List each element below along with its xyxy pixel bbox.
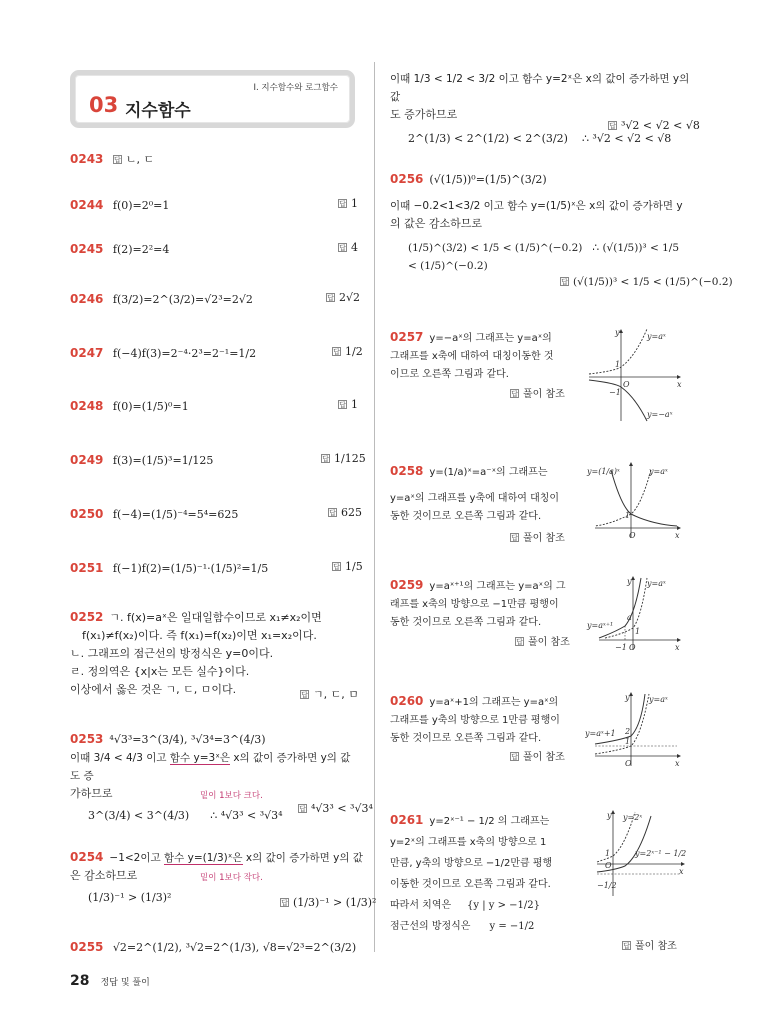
side-note: 밑이 1보다 크다.: [200, 791, 263, 801]
answer-text: 풀이 참조: [523, 389, 565, 400]
solution-line: 래프를 x축의 방향으로 −1만큼 평행이: [390, 599, 559, 610]
solution-line: ⁴√3³=3^(3/4), ³√3⁴=3^(4/3): [109, 733, 266, 746]
problem-number: 0256: [390, 172, 424, 186]
answer-text: 풀이 참조: [528, 637, 570, 648]
point-label: −1/2: [597, 881, 617, 890]
section-label: Ⅰ. 지수함수와 로그함수: [253, 83, 338, 93]
answer-0258: [510, 529, 565, 544]
answer-icon: 답: [299, 805, 306, 813]
problem-number: 0248: [70, 399, 104, 413]
solution-line: ∴ ³√2 < √2 < √8: [581, 132, 672, 145]
graph-0257: [585, 325, 685, 423]
answer-0244: [338, 197, 358, 210]
answer-0247: [332, 345, 363, 358]
answer-text: ㄴ, ㄷ: [125, 153, 155, 166]
answer-text: 풀이 참조: [635, 941, 677, 952]
problem-0256: [390, 170, 690, 275]
solution-line: ∴ ⁴√3³ < ³√3⁴: [210, 809, 283, 822]
axis-x-label: x: [675, 531, 680, 540]
origin-label: O: [625, 759, 632, 768]
problem-0246: [70, 290, 253, 309]
curve-label: y=aˣ: [649, 695, 668, 704]
solution-line: f(x₁)≠f(x₂)이다. 즉 f(x₁)=f(x₂)이면 x₁=x₂이다.: [82, 629, 317, 642]
problem-number: 0255: [70, 940, 104, 954]
axis-x-label: x: [677, 380, 682, 389]
solution-line: 이때 3/4 < 4/3 이고: [70, 752, 167, 764]
answer-text: 1/5: [345, 560, 363, 573]
answer-icon: 답: [516, 638, 523, 646]
answer-0261: [622, 937, 677, 952]
axis-x-label: x: [679, 867, 684, 876]
problem-0245: [70, 240, 169, 259]
curve-label: y=aˣ+1: [585, 729, 616, 738]
problem-0259: [390, 576, 590, 632]
axis-y-label: y: [627, 577, 632, 586]
problem-number: 0247: [70, 346, 104, 360]
solution-line: 의 값은 감소하므로: [390, 217, 483, 230]
chapter-header: [70, 70, 355, 128]
answer-0249: [321, 452, 366, 465]
solution-line: {y | y > −1/2}: [467, 900, 541, 911]
answer-icon: 답: [339, 244, 346, 252]
solution-line: ㄴ. 그래프의 점근선의 방정식은 y=0이다.: [70, 647, 274, 660]
solution-line: y=aˣ의 그래프를 y축에 대하여 대칭이: [390, 493, 560, 504]
solution-line: 도 증가하므로: [390, 108, 458, 121]
solution-text: f(2)=2²=4: [112, 243, 170, 256]
solution-line: 가하므로: [70, 787, 113, 800]
problem-number: 0252: [70, 610, 104, 624]
answer-text: ㄱ, ㄷ, ㅁ: [313, 688, 359, 701]
curve-label: y=aˣ: [649, 467, 668, 476]
point-label: 2: [625, 727, 631, 736]
answer-0245: [338, 241, 358, 254]
answer-0251: [332, 560, 363, 573]
curve-label: y=aˣ: [647, 332, 666, 341]
footer-label: 정답 및 풀이: [100, 978, 150, 988]
answer-0246: [326, 291, 360, 304]
solution-line: ㄹ. 정의역은 {x|x는 모든 실수}이다.: [70, 665, 250, 678]
problem-number: 0259: [390, 578, 424, 592]
solution-line: (√(1/5))⁰=(1/5)^(3/2): [429, 173, 547, 186]
solution-line: 은 감소하므로: [70, 869, 138, 882]
solution-line: 만큼, y축의 방향으로 −1/2만큼 평행: [390, 858, 553, 869]
answer-0255: [608, 119, 700, 132]
answer-text: 1/125: [334, 452, 366, 465]
answer-icon: 답: [329, 509, 336, 517]
solution-line: 동한 것이므로 오른쪽 그림과 같다.: [390, 617, 542, 628]
problem-0249: [70, 451, 213, 470]
answer-icon: 답: [114, 156, 121, 164]
origin-label: O: [629, 531, 636, 540]
answer-text: 풀이 참조: [523, 533, 565, 544]
answer-0253: [298, 802, 373, 815]
origin-label: O: [629, 643, 636, 652]
page-number: 28: [70, 973, 90, 989]
problem-number: 0261: [390, 813, 424, 827]
point-label: −1: [609, 388, 621, 397]
chapter-number: 03: [89, 93, 119, 117]
answer-0260: [510, 748, 565, 763]
solution-line: y=−aˣ의 그래프는 y=aˣ의: [429, 333, 552, 344]
answer-0257: [510, 385, 565, 400]
answer-icon: 답: [333, 348, 340, 356]
answer-icon: 답: [511, 390, 518, 398]
solution-line: 그래프를 x축에 대하여 대칭이동한 것: [390, 351, 554, 362]
solution-line: 2^(1/3) < 2^(1/2) < 2^(3/2): [408, 132, 568, 145]
solution-line: ∴ (√(1/5))³ < 1/5 < (1/5)^(−0.2): [408, 242, 679, 272]
answer-0252: [300, 686, 359, 702]
solution-line: 동한 것이므로 오른쪽 그림과 같다.: [390, 733, 542, 744]
point-label: 1: [625, 511, 631, 520]
graph-0259: [585, 574, 685, 656]
origin-label: O: [605, 861, 612, 870]
problem-number: 0251: [70, 561, 104, 575]
answer-icon: 답: [511, 534, 518, 542]
problem-0258: [390, 462, 585, 526]
axis-y-label: y: [625, 693, 630, 702]
answer-text: (√(1/5))³ < 1/5 < (1/5)^(−0.2): [573, 276, 733, 288]
underlined-phrase: 함수 y=3ˣ은: [169, 752, 230, 764]
answer-text: 풀이 참조: [523, 752, 565, 763]
point-label: −1: [615, 643, 627, 652]
answer-icon: 답: [623, 942, 630, 950]
answer-0256: [560, 276, 733, 288]
solution-line: 점근선의 방정식은: [390, 921, 471, 932]
side-note: 밑이 1보다 작다.: [200, 873, 263, 883]
solution-line: y=aˣ⁺¹의 그래프는 y=aˣ의 그: [429, 581, 566, 592]
curve-label: y=−aˣ: [647, 410, 673, 419]
problem-number: 0246: [70, 292, 104, 306]
solution-line: 이므로 오른쪽 그림과 같다.: [390, 369, 509, 380]
answer-0248: [338, 398, 358, 411]
answer-icon: 답: [339, 200, 346, 208]
problem-0250: [70, 505, 238, 524]
problem-0260: [390, 692, 590, 748]
problem-0243: [70, 150, 154, 169]
solution-line: 3^(3/4) < 3^(4/3): [88, 809, 190, 822]
underlined-phrase: 함수 y=(1/3)ˣ은: [164, 852, 243, 864]
solution-line: 따라서 치역은: [390, 900, 452, 911]
solution-text: f(−4)=(1/5)⁻⁴=5⁴=625: [112, 508, 239, 521]
curve-label: y=aˣ⁺¹: [587, 621, 614, 630]
solution-line: 이상에서 옳은 것은 ㄱ, ㄷ, ㅁ이다.: [70, 683, 237, 696]
solution-line: 이때 −0.2<1<3/2 이고 함수 y=(1/5)ˣ은 x의 값이 증가하면 y: [390, 200, 683, 212]
answer-text: 625: [341, 506, 362, 519]
problem-0257: [390, 328, 585, 384]
answer-text: 1: [351, 197, 358, 210]
column-divider: [374, 62, 375, 952]
point-label: 1: [605, 849, 611, 858]
point-label: 1: [635, 627, 641, 636]
problem-number: 0253: [70, 732, 104, 746]
problem-number: 0250: [70, 507, 104, 521]
solution-line: (1/3)⁻¹ > (1/3)²: [88, 891, 172, 904]
answer-icon: 답: [322, 455, 329, 463]
solution-line: 동한 것이므로 오른쪽 그림과 같다.: [390, 511, 542, 522]
problem-number: 0260: [390, 694, 424, 708]
answer-icon: 답: [281, 899, 288, 907]
solution-text: f(−4)f(3)=2⁻⁴·2³=2⁻¹=1/2: [112, 347, 257, 360]
answer-0259: [515, 633, 570, 648]
problem-number: 0258: [390, 464, 424, 478]
solution-line: −1<2이고: [109, 852, 161, 864]
answer-icon: 답: [339, 401, 346, 409]
solution-line: ㄱ. f(x)=aˣ은 일대일함수이므로 x₁≠x₂이면: [109, 611, 322, 624]
curve-label: y=(1/a)ˣ: [587, 467, 620, 476]
curve-label: y=2ˣ⁻¹ − 1/2: [635, 849, 687, 858]
problem-number: 0249: [70, 453, 104, 467]
answer-icon: 답: [301, 691, 308, 699]
solution-line: y=2ˣ의 그래프를 x축의 방향으로 1: [390, 837, 547, 848]
answer-text: ⁴√3³ < ³√3⁴: [311, 802, 373, 815]
solution-line: y=(1/a)ˣ=a⁻ˣ의 그래프는: [429, 467, 548, 478]
curve-label: y=2ˣ: [623, 813, 643, 822]
answer-text: 2√2: [339, 291, 361, 304]
problem-0255-continued: [390, 70, 690, 148]
answer-icon: 답: [327, 294, 334, 302]
solution-text: f(0)=2⁰=1: [112, 199, 170, 212]
solution-text: f(0)=(1/5)⁰=1: [112, 400, 189, 413]
origin-label: O: [623, 380, 630, 389]
axis-y-label: y: [607, 811, 612, 820]
solution-line: x의 값이 증가하면 y의 값: [245, 852, 363, 864]
graph-0260: [585, 690, 685, 772]
solution-line: 그래프를 y축의 방향으로 1만큼 평행이: [390, 715, 560, 726]
axis-x-label: x: [675, 759, 680, 768]
problem-number: 0254: [70, 850, 104, 864]
solution-line: 이때 1/3 < 1/2 < 3/2 이고 함수 y=2ˣ은 x의 값이 증가하면 y의 값: [390, 73, 690, 103]
answer-icon: 답: [511, 753, 518, 761]
problem-number: 0243: [70, 152, 104, 166]
problem-0244: [70, 196, 169, 215]
problem-0251: [70, 559, 268, 578]
graph-0258: [585, 460, 685, 542]
problem-number: 0244: [70, 198, 104, 212]
solution-text: f(3/2)=2^(3/2)=√2³=2√2: [112, 293, 253, 306]
solution-line: y=2ˣ⁻¹ − 1/2 의 그래프는: [429, 816, 550, 827]
curve-label: y=aˣ: [647, 579, 666, 588]
problem-number: 0257: [390, 330, 424, 344]
solution-line: y=aˣ+1의 그래프는 y=aˣ의: [429, 697, 559, 708]
answer-text: 4: [351, 241, 358, 254]
answer-icon: 답: [333, 563, 340, 571]
solution-line: x의 값이 증가하면 y의 값도 증: [70, 752, 351, 782]
solution-line: 이동한 것이므로 오른쪽 그림과 같다.: [390, 879, 551, 890]
point-label: 1: [615, 360, 621, 369]
graph-0261: [595, 808, 687, 900]
answer-text: 1: [351, 398, 358, 411]
answer-0254: [280, 896, 376, 909]
solution-text: f(−1)f(2)=(1/5)⁻¹·(1/5)²=1/5: [112, 562, 269, 575]
answer-icon: 답: [609, 122, 616, 130]
problem-0247: [70, 344, 256, 363]
solution-text: f(3)=(1/5)³=1/125: [112, 454, 214, 467]
problem-0248: [70, 397, 189, 416]
solution-line: (1/5)^(3/2) < 1/5 < (1/5)^(−0.2): [408, 242, 583, 254]
answer-text: (1/3)⁻¹ > (1/3)²: [293, 896, 377, 909]
problem-0261: [390, 810, 600, 937]
answer-text: 1/2: [345, 345, 363, 358]
solution-line: y = −1/2: [489, 921, 535, 932]
chapter-title: 지수함수: [125, 101, 191, 121]
answer-text: ³√2 < √2 < √8: [621, 119, 700, 132]
page-footer: [70, 970, 150, 989]
point-label: a: [627, 613, 632, 622]
problem-0255-start: [70, 938, 356, 957]
answer-icon: 답: [561, 278, 568, 286]
problem-number: 0245: [70, 242, 104, 256]
point-label: 1: [625, 737, 631, 746]
answer-0250: [328, 506, 362, 519]
axis-x-label: x: [675, 643, 680, 652]
axis-y-label: y: [615, 328, 620, 337]
solution-line: √2=2^(1/2), ³√2=2^(1/3), √8=√2³=2^(3/2): [112, 941, 357, 954]
